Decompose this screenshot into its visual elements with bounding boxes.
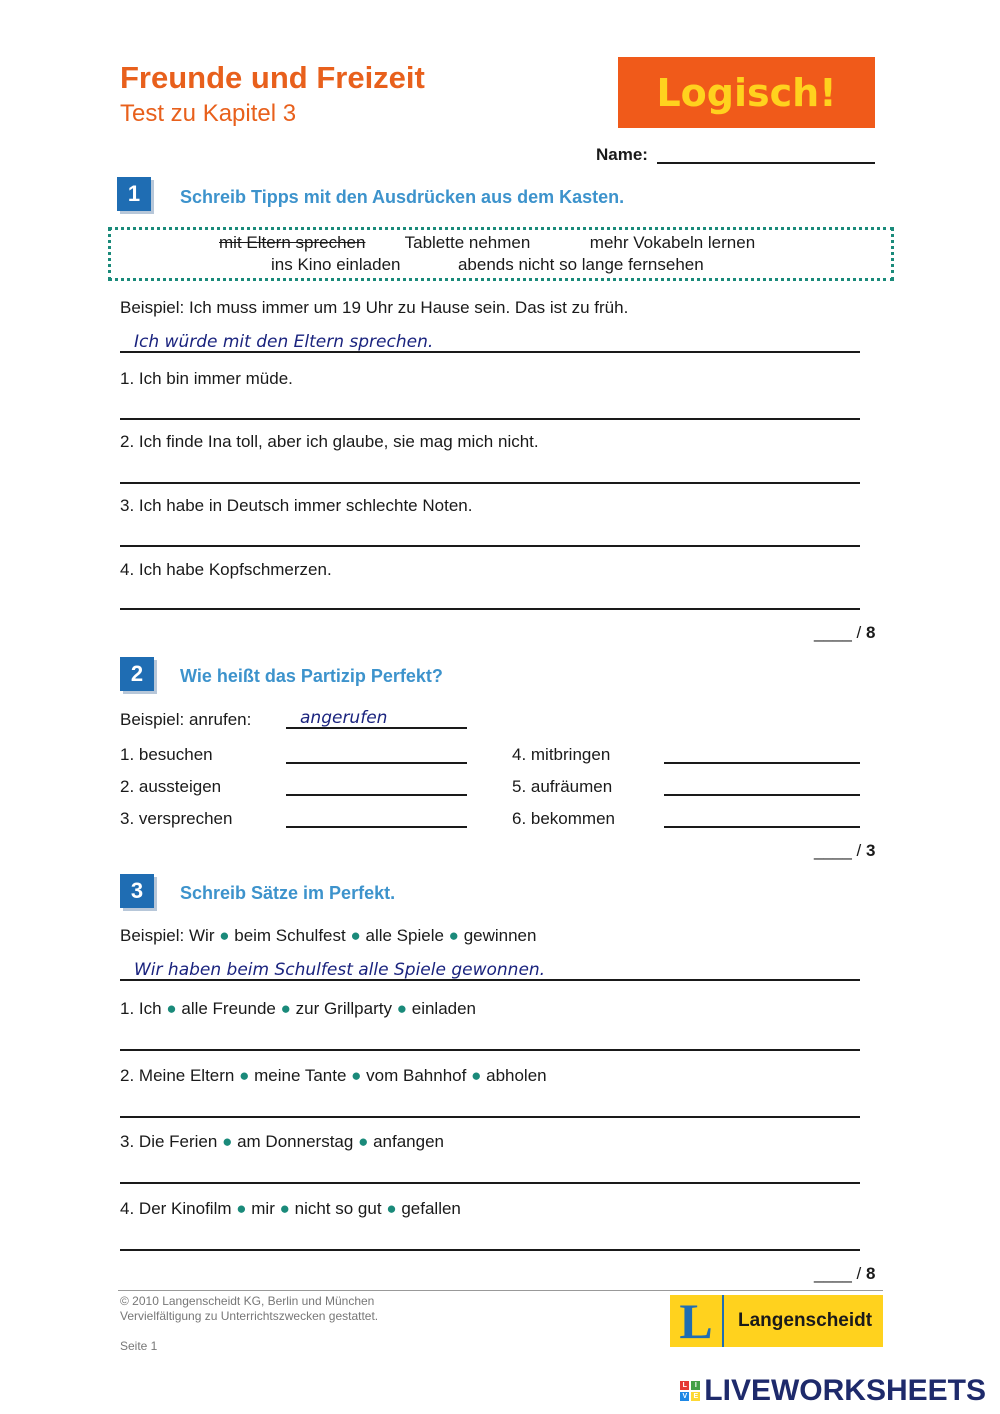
word: Wir — [189, 926, 215, 945]
bullet-icon: ● — [280, 999, 291, 1018]
langenscheidt-logo — [670, 1295, 883, 1347]
copyright-note: Vervielfältigung zu Unterrichtszwecken gestattet. — [120, 1309, 379, 1323]
score-blank: ____ / — [814, 623, 862, 642]
word: am Donnerstag — [237, 1132, 354, 1151]
answer-input[interactable] — [664, 794, 860, 796]
answer-input[interactable] — [286, 826, 467, 828]
word-box — [108, 227, 894, 281]
copyright-line: © 2010 Langenscheidt KG, Berlin und München — [120, 1294, 375, 1308]
bullet-icon: ● — [396, 999, 407, 1018]
bullet-icon: ● — [471, 1066, 482, 1085]
answer-input[interactable] — [286, 794, 467, 796]
exercise-item: 4. Ich habe Kopfschmerzen. — [120, 560, 332, 579]
answer-line — [120, 351, 860, 353]
logisch-logo — [618, 57, 875, 128]
exercise-item — [120, 999, 476, 1019]
copyright — [120, 1294, 378, 1324]
task-title: Schreib Sätze im Perfekt. — [180, 883, 396, 903]
exercise-item: 6. bekommen — [512, 809, 615, 828]
answer-input[interactable] — [120, 1116, 860, 1118]
task-title: Wie heißt das Partizip Perfekt? — [180, 666, 443, 686]
publisher-name: Langenscheidt — [738, 1310, 873, 1331]
box-word: mit Eltern sprechen — [219, 233, 366, 252]
score-max: 8 — [866, 623, 876, 642]
answer-input[interactable] — [120, 545, 860, 547]
score — [814, 1264, 875, 1284]
word: Die Ferien — [138, 1132, 218, 1151]
example-answer: Ich würde mit den Eltern sprechen. — [134, 332, 434, 352]
liveworksheets-watermark — [680, 1374, 986, 1408]
example-answer: angerufen — [300, 708, 388, 728]
word: Der Kinofilm — [138, 1199, 232, 1218]
watermark-text: LIVEWORKSHEETS — [704, 1374, 986, 1407]
word: nicht so gut — [294, 1199, 382, 1218]
example-label: Beispiel: anrufen: — [120, 710, 252, 729]
bullet-icon: ● — [219, 926, 230, 945]
word: alle Freunde — [181, 999, 276, 1018]
bullet-icon: ● — [350, 926, 361, 945]
word: mir — [251, 1199, 275, 1218]
word: gefallen — [401, 1199, 461, 1218]
task-number-badge: 2 — [120, 657, 154, 691]
exercise-item: 1. besuchen — [120, 745, 213, 764]
exercise-item: 5. aufräumen — [512, 777, 613, 796]
word: zur Grillparty — [295, 999, 392, 1018]
answer-input[interactable] — [120, 482, 860, 484]
example-sentence — [120, 926, 536, 946]
item-prefix: 2. — [120, 1066, 135, 1085]
exercise-item: 4. mitbringen — [512, 745, 611, 764]
box-word: abends nicht so lange fernsehen — [457, 255, 704, 274]
score-max: 3 — [866, 841, 876, 860]
item-prefix: 4. — [120, 1199, 135, 1218]
word: abholen — [486, 1066, 547, 1085]
task-number-badge: 3 — [120, 874, 154, 908]
word: alle Spiele — [365, 926, 444, 945]
score — [814, 623, 875, 643]
example-text: Beispiel: Ich muss immer um 19 Uhr zu Hause sein. Das ist zu früh. — [120, 298, 629, 317]
exercise-item — [120, 1066, 547, 1086]
logo-text: Logisch! — [656, 70, 837, 115]
word: gewinnen — [463, 926, 537, 945]
item-prefix: 3. — [120, 1132, 135, 1151]
exercise-item: 3. versprechen — [120, 809, 233, 828]
bullet-icon: ● — [222, 1132, 233, 1151]
name-label: Name: — [596, 145, 648, 164]
answer-line — [286, 727, 467, 729]
exercise-item: 1. Ich bin immer müde. — [120, 369, 293, 388]
page-title: Freunde und Freizeit — [120, 60, 425, 95]
bullet-icon: ● — [351, 1066, 362, 1085]
answer-input[interactable] — [286, 762, 467, 764]
answer-line — [120, 979, 860, 981]
box-word: Tablette nehmen — [404, 233, 531, 252]
exercise-item: 2. Ich finde Ina toll, aber ich glaube, sie mag mich nicht. — [120, 432, 539, 451]
word: anfangen — [373, 1132, 444, 1151]
example-prefix: Beispiel: — [120, 926, 185, 945]
bullet-icon: ● — [236, 1199, 247, 1218]
answer-input[interactable] — [120, 1049, 860, 1051]
score — [814, 841, 875, 861]
langenscheidt-mark — [670, 1295, 724, 1347]
task-title: Schreib Tipps mit den Ausdrücken aus dem Kasten. — [180, 187, 625, 207]
box-word: ins Kino einladen — [271, 255, 401, 274]
bullet-icon: ● — [358, 1132, 369, 1151]
answer-input[interactable] — [120, 608, 860, 610]
box-word: mehr Vokabeln lernen — [589, 233, 756, 252]
exercise-item — [120, 1199, 461, 1219]
page-subtitle: Test zu Kapitel 3 — [120, 100, 297, 127]
score-max: 8 — [866, 1264, 876, 1283]
answer-input[interactable] — [120, 1249, 860, 1251]
liveworksheets-icon: L I V E — [680, 1381, 700, 1401]
word: beim Schulfest — [234, 926, 346, 945]
word: Ich — [138, 999, 162, 1018]
score-blank: ____ / — [814, 841, 862, 860]
answer-input[interactable] — [664, 826, 860, 828]
task-number-badge: 1 — [117, 177, 151, 211]
bullet-icon: ● — [279, 1199, 290, 1218]
bullet-icon: ● — [448, 926, 459, 945]
answer-input[interactable] — [120, 1182, 860, 1184]
word: einladen — [411, 999, 477, 1018]
score-blank: ____ / — [814, 1264, 862, 1283]
answer-input[interactable] — [120, 418, 860, 420]
word: meine Tante — [254, 1066, 347, 1085]
exercise-item: 2. aussteigen — [120, 777, 222, 796]
bullet-icon: ● — [386, 1199, 397, 1218]
exercise-item — [120, 1132, 444, 1152]
item-prefix: 1. — [120, 999, 135, 1018]
publisher-mark: L — [679, 1293, 713, 1349]
footer-divider — [118, 1290, 883, 1291]
page-number: Seite 1 — [120, 1339, 158, 1353]
name-field[interactable] — [657, 162, 875, 164]
word: vom Bahnhof — [366, 1066, 467, 1085]
bullet-icon: ● — [239, 1066, 250, 1085]
answer-input[interactable] — [664, 762, 860, 764]
exercise-item: 3. Ich habe in Deutsch immer schlechte Noten. — [120, 496, 473, 515]
word: Meine Eltern — [138, 1066, 235, 1085]
bullet-icon: ● — [166, 999, 177, 1018]
example-answer: Wir haben beim Schulfest alle Spiele gewonnen. — [134, 960, 546, 980]
